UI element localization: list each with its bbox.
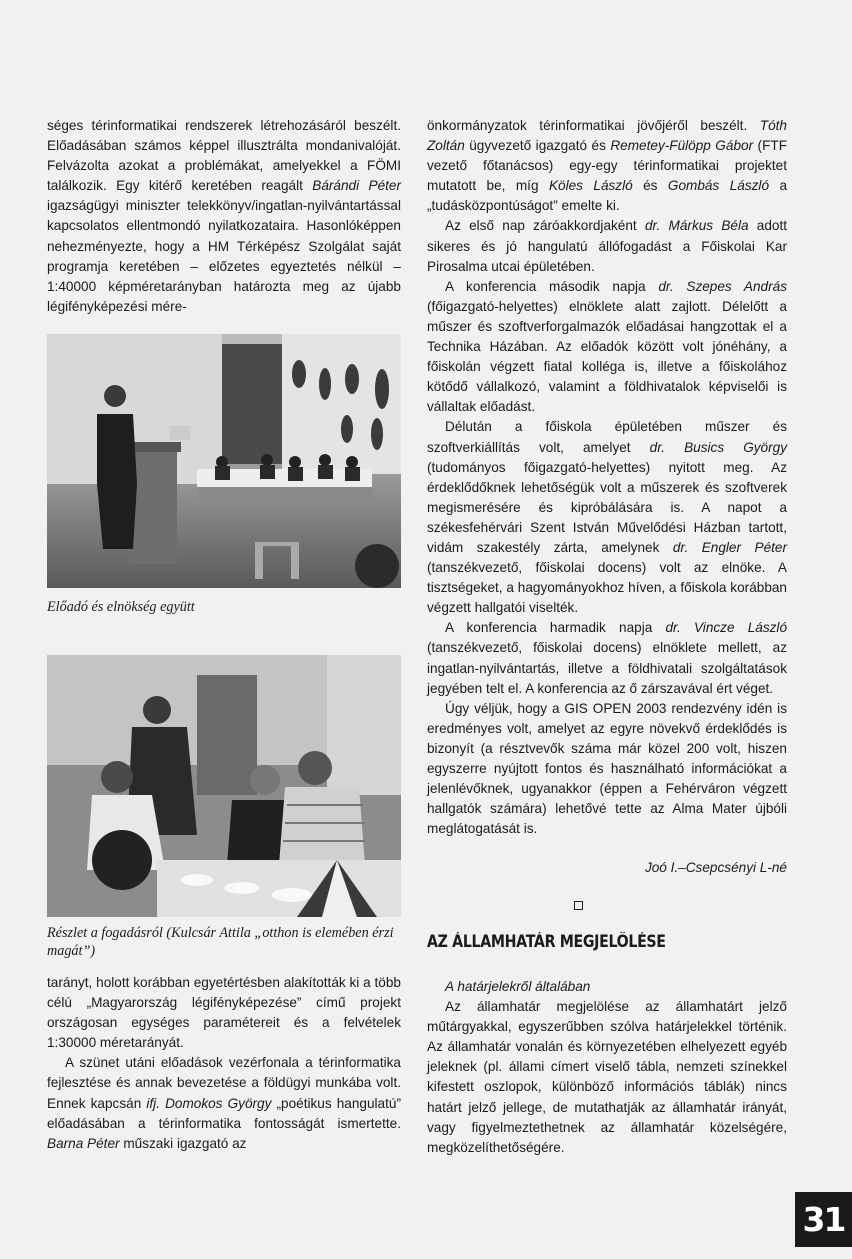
paragraph: A konferencia harmadik napja dr. Vincze László (tanszékvezető, főiskolai docens) elnöklete mellett, az ingatlan-nyilvántartás, illetve a földhivatali szolgáltatások jegyében telt el. A konferencia az ő zárszavával ért véget.	[427, 620, 788, 696]
paragraph: Úgy véljük, hogy a GIS OPEN 2003 rendezvény idén is eredményes volt, amelyet az egyre növekvő érdeklődés is bizonyít (a résztvevők száma már közel 200 volt, hiszen egyszerre nyújtott fontos és használható információkat a jelenlévőknek, ugyanakkor (éppen a Fehérváron végzett hallgatók számára) lehetővé tette az Alma Mater újbóli meglátogatását is.	[427, 700, 787, 837]
section-subheading: A határjelekről általában	[445, 979, 591, 994]
paragraph: A szünet utáni előadások vezérfonala a térinformatika fejlesztése és annak bevezetése a földügyi munkába volt. Ennek kapcsán ifj. Domokos György „poétikus hangulatú” előadásában a térinformatika fontosságát ismertette. Barna Péter műszaki igazgató az	[47, 1055, 401, 1151]
right-column-text	[427, 116, 787, 839]
paragraph: tarányt, holott korábban egyetértésben alakították ki a több célú „Magyarország légifényképezése” című projekt országosan egységes paramétereit és a felvételek 1:30000 méretarányát.	[47, 975, 401, 1051]
paragraph: önkormányzatok térinformatikai jövőjéről beszélt. Tóth Zoltán ügyvezető igazgató és Remetey-Fülöpp Gábor (FTF vezető főtanácsos) egy-egy térinformatikai projektet mutatott be, míg Köles László és Gombás László a „tudásközpontúságot” emelte ki.	[427, 118, 788, 214]
section-heading: AZ ÁLLAMHATÁR MEGJELÖLÉSE	[427, 932, 666, 951]
author-byline: Joó I.–Csepcsényi L-né	[644, 860, 787, 875]
paragraph: Délután a főiskola épületében műszer és szoftverkiállítás volt, amelyet dr. Busics György (tudományos főigazgató-helyettes) nyitott meg. Az érdeklődőknek lehetőségük volt a műszerek és szoftverek megismerésére és kipróbálására is. A napot a székesfehérvári Szent István Művelődési Házban tartott, vidám szakestély zárta, amelynek dr. Engler Péter (tanszékvezető, főiskolai docens) volt az elnöke. A tisztségeket, a hagyományokhoz híven, a főiskola korábban végzett hallgatói viselték.	[427, 419, 788, 616]
left-column-text-top	[47, 116, 401, 317]
left-column-text-bottom	[47, 973, 401, 1154]
paragraph: Az első nap záróakkordjaként dr. Márkus Béla adott sikeres és jó hangulatú állófogadást a Főiskolai Kar Pirosalma utcai épületében.	[427, 218, 788, 274]
photo-reception	[47, 655, 401, 917]
photo-caption: Részlet a fogadásról (Kulcsár Attila „otthon is elemében érzi magát”)	[47, 925, 394, 959]
paragraph: A konferencia második napja dr. Szepes András (főigazgató-helyettes) elnöklete alatt zajlott. Délelőtt a műszer és szoftverforgalmazók előadásai hangzottak el a Technika Házában. Az előadók között volt jónéhány, a főiskolán végzett fiatal kolléga is, illetve a főiskolához kötődő vállalkozó, valamint a földhivatalok képviselői is vállaltak előadást.	[427, 278, 787, 415]
end-of-article-marker	[574, 901, 583, 910]
page-number: 31	[795, 1192, 852, 1247]
photo-caption: Előadó és elnökség együtt	[47, 599, 195, 615]
paragraph: Az államhatár megjelölése az államhatárt jelző műtárgyakkal, egyszerűbben szólva határjelekkel történik. Az államhatár vonalán és környezetében elhelyezett egyéb jeleknek (pl. állami címert viselő tábla, nemzeti színekkel kifestett oszlopok, különböző információs táblák) nincs határt jelző jellege, de mutathatják az államhatár irányát, vagy figyelmeztethetnek az államhatár közelségére, megközelíthetőségére.	[427, 999, 787, 1155]
photo-speaker-and-presidium	[47, 334, 401, 588]
paragraph: séges térinformatikai rendszerek létrehozásáról beszélt. Előadásában számos képpel illusztrálta mondanivalóját. Felvázolta azokat a problémákat, amelyekkel a FÖMI találkozik. Egy kitérő keretében reagált Bárándi Péter igazságügyi miniszter telekkönyv/ingatlan-nyilvántartással kapcsolatos ellentmondó nyilatkozataira. Hasonlóképpen nehezményezte, hogy a HM Térképész Szolgálat saját programja keretében – előzetes egyeztetés nélkül – 1:40000 képméretarányban határozta meg az újabb légifényképezési mére-	[47, 118, 402, 314]
section-body	[427, 977, 787, 1158]
